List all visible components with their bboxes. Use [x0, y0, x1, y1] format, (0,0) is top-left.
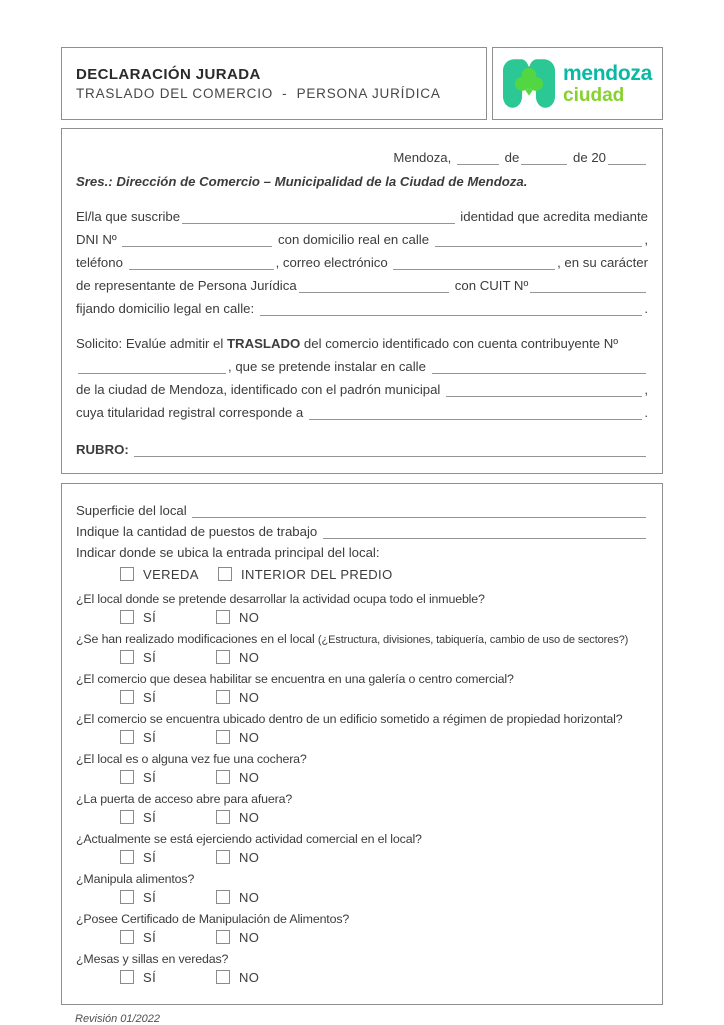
checkbox-option	[120, 890, 216, 905]
checkbox-option	[120, 650, 216, 665]
checkbox-label: NO	[239, 689, 260, 705]
form-text: cuya titularidad registral corresponde a	[76, 405, 307, 420]
blank-field[interactable]	[309, 405, 642, 420]
checkbox[interactable]	[120, 730, 134, 744]
question-text: ¿Mesas y sillas en veredas?	[76, 952, 229, 966]
checkbox-label: NO	[239, 769, 260, 785]
form-line	[76, 539, 648, 560]
blank-field[interactable]	[134, 442, 646, 457]
form-line	[76, 328, 648, 351]
checkbox-label: NO	[239, 969, 260, 985]
blank-field[interactable]	[78, 359, 226, 374]
form-line	[76, 142, 648, 165]
blank-field[interactable]	[323, 524, 646, 539]
form-text: RUBRO:	[76, 442, 133, 457]
checkbox[interactable]	[216, 610, 230, 624]
options-row	[120, 888, 648, 906]
checkbox-option	[216, 690, 259, 705]
checkbox-label: NO	[239, 729, 260, 745]
checkbox-label: VEREDA	[143, 566, 199, 582]
form-text: Superficie del local	[76, 503, 191, 518]
checkbox-label: SÍ	[143, 929, 157, 945]
checkbox-option	[120, 567, 218, 582]
blank-field[interactable]	[299, 278, 449, 293]
questions-list	[76, 588, 648, 986]
checkbox[interactable]	[216, 650, 230, 664]
form-text: El/la que suscribe	[76, 209, 181, 224]
checkbox-label: NO	[239, 809, 260, 825]
form-text: de 20	[569, 150, 606, 165]
checkbox[interactable]	[120, 970, 134, 984]
checkbox-label: SÍ	[143, 969, 157, 985]
checkbox-option	[218, 567, 393, 582]
checkbox[interactable]	[120, 930, 134, 944]
form-text: Indicar donde se ubica la entrada principal del local:	[76, 545, 380, 560]
options-row	[120, 768, 648, 786]
blank-field[interactable]	[192, 503, 646, 518]
checkbox-option	[216, 850, 259, 865]
options-row	[120, 968, 648, 986]
checkbox-option	[120, 970, 216, 985]
checkbox-label: INTERIOR DEL PREDIO	[241, 566, 393, 582]
question-text: ¿El comercio que desea habilitar se encuentra en una galería o centro comercial?	[76, 672, 514, 686]
form-text: teléfono	[76, 255, 127, 270]
checkbox-label: SÍ	[143, 609, 157, 625]
page-subtitle: TRASLADO DEL COMERCIO - PERSONA JURÍDICA	[76, 86, 441, 101]
checkbox[interactable]	[216, 730, 230, 744]
question-text: ¿Manipula alimentos?	[76, 872, 195, 886]
checkbox[interactable]	[216, 770, 230, 784]
checkbox-label: SÍ	[143, 849, 157, 865]
date-line	[76, 142, 648, 165]
blank-field[interactable]	[129, 255, 274, 270]
form-text: , en su carácter	[557, 255, 648, 270]
form-text: , que se pretende instalar en calle	[228, 359, 430, 374]
checkbox[interactable]	[120, 650, 134, 664]
form-line	[76, 201, 648, 224]
question-text: ¿La puerta de acceso abre para afuera?	[76, 792, 293, 806]
form-text: fijando domicilio legal en calle:	[76, 301, 258, 316]
form-text: , correo electrónico	[275, 255, 392, 270]
options-row	[120, 688, 648, 706]
options-row	[120, 608, 648, 626]
form-text: del comercio identificado con cuenta contribuyente Nº	[300, 336, 619, 351]
checkbox-option	[216, 730, 259, 745]
options-row	[120, 928, 648, 946]
form-text: de	[500, 150, 520, 165]
form-text: Solicito: Evalúe admitir el	[76, 336, 227, 351]
blank-field[interactable]	[530, 278, 646, 293]
checkbox[interactable]	[120, 810, 134, 824]
form-text: DNI Nº	[76, 232, 121, 247]
question-text: ¿El comercio se encuentra ubicado dentro de un edificio sometido a régimen de propiedad horizontal?	[76, 712, 623, 726]
checkbox-option	[120, 690, 216, 705]
checkbox-option	[216, 810, 259, 825]
blank-field[interactable]	[435, 232, 643, 247]
blank-field[interactable]	[122, 232, 272, 247]
checkbox-label: NO	[239, 649, 260, 665]
checkbox-option	[216, 890, 259, 905]
checkbox-label: SÍ	[143, 889, 157, 905]
form-line	[76, 247, 648, 270]
form-line	[76, 497, 648, 518]
checkbox-option	[120, 850, 216, 865]
checkbox-option	[216, 650, 259, 665]
declaration-box	[61, 128, 663, 474]
form-text: con domicilio real en calle	[274, 232, 433, 247]
question-text: ¿Posee Certificado de Manipulación de Alimentos?	[76, 912, 350, 926]
questionnaire-box	[61, 483, 663, 1005]
blank-field[interactable]	[446, 382, 642, 397]
form-text: Indique la cantidad de puestos de trabajo	[76, 524, 321, 539]
brand-mendoza: mendoza	[563, 61, 652, 85]
checkbox[interactable]	[216, 850, 230, 864]
checkbox[interactable]	[216, 930, 230, 944]
checkbox-label: NO	[239, 609, 260, 625]
checkbox[interactable]	[216, 810, 230, 824]
logo	[492, 47, 663, 120]
checkbox-option	[120, 730, 216, 745]
checkbox-option	[216, 610, 259, 625]
blank-field[interactable]	[393, 255, 555, 270]
checkbox-label: SÍ	[143, 769, 157, 785]
checkbox-label: SÍ	[143, 809, 157, 825]
mendoza-m-icon	[503, 59, 555, 108]
form-line	[76, 374, 648, 397]
form-line	[76, 434, 648, 457]
header	[61, 47, 663, 120]
checkbox-label: SÍ	[143, 649, 157, 665]
checkbox[interactable]	[120, 690, 134, 704]
form-text: de representante de Persona Jurídica	[76, 278, 297, 293]
request-paragraph	[76, 328, 648, 420]
form-line	[76, 224, 648, 247]
rubro-line	[76, 434, 648, 457]
checkbox[interactable]	[218, 567, 232, 581]
checkbox-option	[120, 770, 216, 785]
checkbox-option	[216, 930, 259, 945]
checkbox-label: NO	[239, 929, 260, 945]
checkbox[interactable]	[120, 610, 134, 624]
checkbox[interactable]	[216, 890, 230, 904]
checkbox[interactable]	[120, 770, 134, 784]
blank-field[interactable]	[608, 150, 646, 165]
checkbox[interactable]	[120, 850, 134, 864]
brand-wordmark	[563, 63, 652, 105]
form-line	[76, 270, 648, 293]
checkbox-option	[120, 610, 216, 625]
checkbox-label: NO	[239, 849, 260, 865]
question-note: (¿Estructura, divisiones, tabiquería, cambio de uso de sectores?)	[317, 634, 629, 646]
blank-field[interactable]	[457, 150, 499, 165]
question-text: ¿Se han realizado modificaciones en el local (¿Estructura, divisiones, tabiquería, cambio de uso de sectores?)	[76, 632, 629, 646]
footer-revision: Revisión 01/2022	[75, 1013, 161, 1025]
checkbox-option	[120, 930, 216, 945]
options-row	[120, 728, 648, 746]
form-text: TRASLADO	[227, 336, 301, 351]
checkbox-option	[120, 810, 216, 825]
form-text: ,	[644, 232, 648, 247]
blank-field[interactable]	[521, 150, 567, 165]
blank-field[interactable]	[260, 301, 643, 316]
form-text: identidad que acredita mediante	[456, 209, 648, 224]
checkbox-label: SÍ	[143, 729, 157, 745]
checkbox[interactable]	[216, 690, 230, 704]
form-line	[76, 518, 648, 539]
checkbox-option	[216, 970, 259, 985]
form-text: .	[644, 405, 648, 420]
blank-field[interactable]	[182, 209, 455, 224]
checkbox-label: SÍ	[143, 689, 157, 705]
options-row	[120, 564, 648, 584]
checkbox[interactable]	[120, 567, 134, 581]
options-row	[120, 808, 648, 826]
form-line	[76, 351, 648, 374]
premises-fields	[76, 497, 648, 560]
brand-ciudad: ciudad	[563, 84, 625, 106]
form-text: .	[644, 301, 648, 316]
form-text: Mendoza,	[393, 150, 455, 165]
form-text: con CUIT Nº	[451, 278, 529, 293]
form-line	[76, 293, 648, 316]
declaration-body	[76, 201, 648, 316]
checkbox[interactable]	[216, 970, 230, 984]
form-text: de la ciudad de Mendoza, identificado con el padrón municipal	[76, 382, 445, 397]
page-title: DECLARACIÓN JURADA	[76, 66, 261, 83]
form-line	[76, 397, 648, 420]
checkbox-option	[216, 770, 259, 785]
blank-field[interactable]	[432, 359, 646, 374]
options-row	[120, 648, 648, 666]
question-text: ¿El local es o alguna vez fue una cochera?	[76, 752, 307, 766]
salutation: Sres.: Dirección de Comercio – Municipalidad de la Ciudad de Mendoza.	[76, 174, 528, 189]
question-text: ¿Actualmente se está ejerciendo actividad comercial en el local?	[76, 832, 422, 846]
entrance-options	[76, 564, 648, 584]
question-text: ¿El local donde se pretende desarrollar la actividad ocupa todo el inmueble?	[76, 592, 485, 606]
header-title-box	[61, 47, 487, 120]
form-text: ,	[644, 382, 648, 397]
options-row	[120, 848, 648, 866]
checkbox-label: NO	[239, 889, 260, 905]
checkbox[interactable]	[120, 890, 134, 904]
